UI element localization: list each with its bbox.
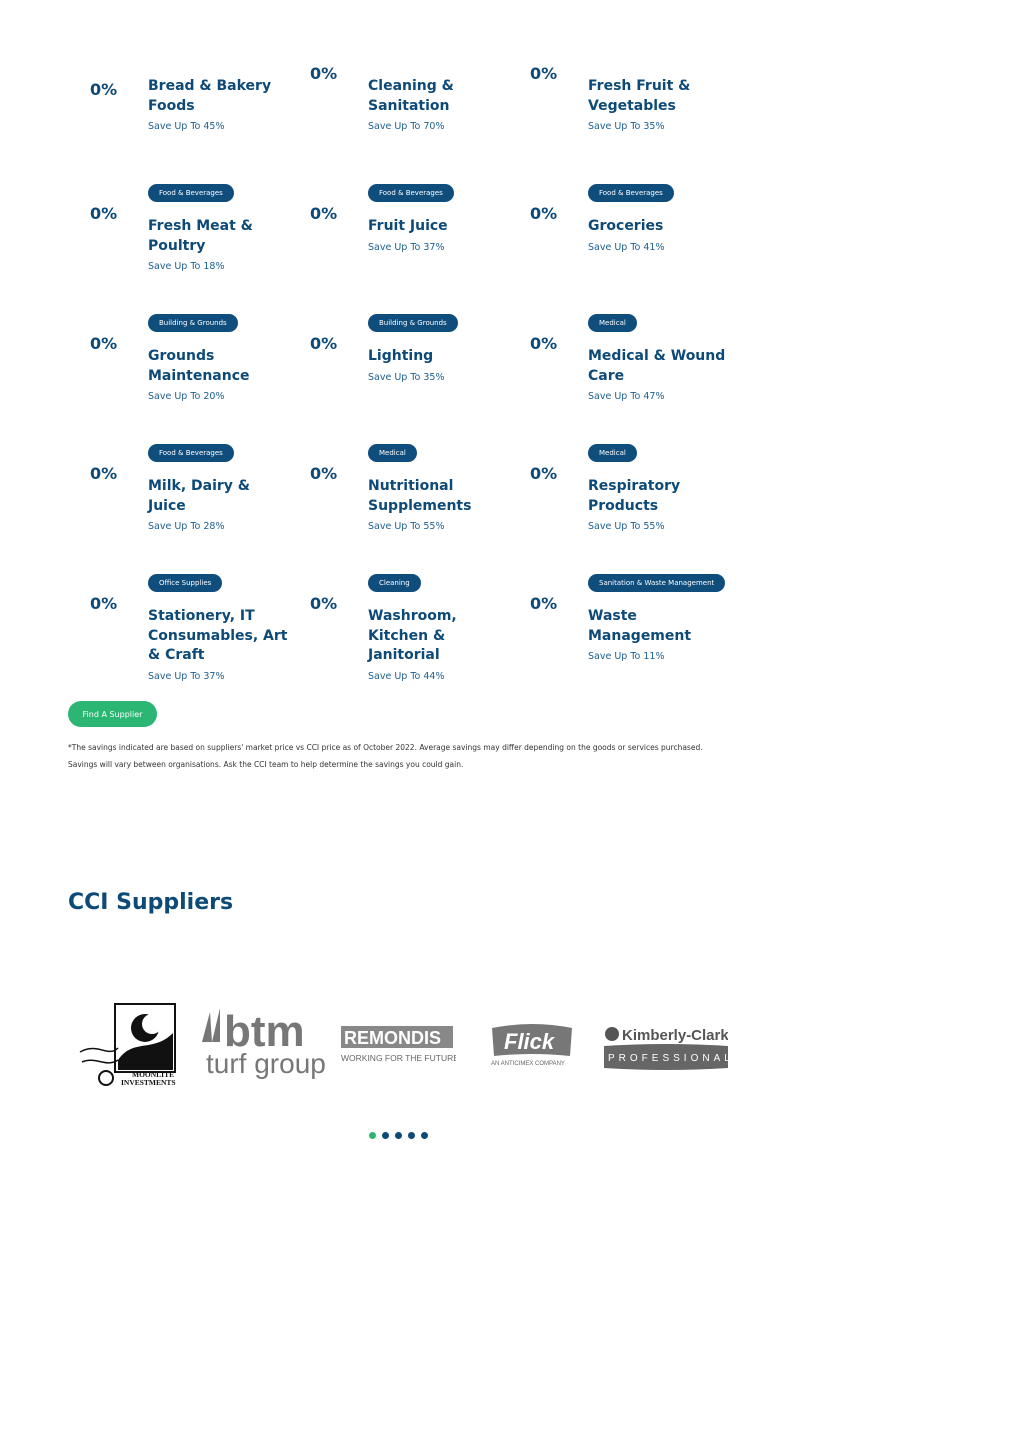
- category-title[interactable]: Groceries Save Up To 41%: [588, 217, 728, 254]
- savings-text: Save Up To 18%: [148, 261, 225, 272]
- savings-percent: 0%: [90, 204, 118, 223]
- savings-text: Save Up To 37%: [368, 241, 445, 253]
- category-badge[interactable]: Medical: [588, 444, 637, 462]
- category-title[interactable]: Medical & Wound Care Save Up To 47%: [588, 347, 728, 403]
- category-title[interactable]: Stationery, IT Consumables, Art & Craft Save Up To 37%: [148, 608, 288, 682]
- category-card[interactable]: [288, 319, 508, 452]
- savings-text: Save Up To 44%: [368, 670, 445, 682]
- savings-text: Save Up To 70%: [368, 121, 445, 132]
- category-card[interactable]: [68, 189, 288, 322]
- category-title[interactable]: Bread & Bakery Foods Save Up To 45%: [148, 77, 288, 133]
- remondis-logo-line2: WORKING FOR THE FUTURE: [341, 1053, 456, 1063]
- category-title[interactable]: Milk, Dairy & Juice Save Up To 28%: [148, 477, 288, 533]
- savings-text: Save Up To 11%: [588, 651, 665, 662]
- moonlite-logo-line1: MOONLITE: [132, 1070, 175, 1079]
- category-card[interactable]: [288, 449, 508, 582]
- moonlite-logo[interactable]: [78, 998, 182, 1090]
- category-badge[interactable]: Sanitation & Waste Management: [588, 574, 725, 592]
- savings-percent: 0%: [90, 464, 118, 483]
- savings-text: Save Up To 37%: [148, 670, 225, 682]
- category-card[interactable]: [288, 189, 508, 322]
- remondis-logo[interactable]: [340, 998, 456, 1090]
- category-title[interactable]: Grounds Maintenance Save Up To 20%: [148, 347, 288, 403]
- carousel-pagination: [369, 1132, 428, 1139]
- category-title[interactable]: Fruit Juice Save Up To 37%: [368, 217, 508, 254]
- supplier-logo-carousel[interactable]: [78, 998, 728, 1090]
- category-badge[interactable]: Medical: [588, 314, 637, 332]
- category-title[interactable]: Fresh Fruit & Vegetables Save Up To 35%: [588, 77, 728, 133]
- savings-text: Save Up To 20%: [148, 391, 225, 402]
- savings-percent: 0%: [530, 204, 558, 223]
- savings-percent: 0%: [90, 594, 118, 613]
- category-card[interactable]: [68, 319, 288, 452]
- find-supplier-button[interactable]: Find A Supplier: [68, 701, 157, 727]
- savings-percent: 0%: [310, 334, 338, 353]
- category-title[interactable]: Lighting Save Up To 35%: [368, 347, 508, 384]
- category-card[interactable]: [508, 319, 728, 452]
- category-title[interactable]: Waste Management Save Up To 11%: [588, 607, 728, 663]
- category-badge[interactable]: Food & Beverages: [588, 184, 674, 202]
- savings-percent: 0%: [530, 64, 558, 83]
- carousel-dot[interactable]: [421, 1132, 428, 1139]
- savings-text: Save Up To 55%: [368, 521, 445, 532]
- category-badge[interactable]: Building & Grounds: [368, 314, 458, 332]
- category-badge[interactable]: Medical: [368, 444, 417, 462]
- savings-disclaimer: *The savings indicated are based on suppliers' market price vs CCI price as of October 2022. Average savings may differ depending on the goods or services purchased. Savings will vary between organisations. Ask the CCI team to help determine the savings you could gain.: [68, 743, 703, 769]
- savings-text: Save Up To 35%: [368, 371, 445, 383]
- category-card[interactable]: [508, 579, 728, 712]
- kimberly-clark-logo-line1: Kimberly-Clark: [622, 1027, 728, 1044]
- category-card[interactable]: [508, 449, 728, 582]
- flick-logo[interactable]: [486, 998, 578, 1090]
- category-badge[interactable]: Food & Beverages: [148, 444, 234, 462]
- category-card[interactable]: [68, 579, 288, 712]
- category-badge[interactable]: Food & Beverages: [148, 184, 234, 202]
- savings-percent: 0%: [310, 64, 338, 83]
- savings-percent: 0%: [530, 334, 558, 353]
- carousel-dot[interactable]: [369, 1132, 376, 1139]
- suppliers-heading: CCI Suppliers: [68, 890, 234, 915]
- savings-percent: 0%: [310, 594, 338, 613]
- savings-percent: 0%: [530, 464, 558, 483]
- savings-percent: 0%: [90, 80, 118, 99]
- savings-text: Save Up To 28%: [148, 521, 225, 532]
- category-title[interactable]: Respiratory Products Save Up To 55%: [588, 477, 728, 533]
- category-card[interactable]: [288, 579, 508, 712]
- carousel-dot[interactable]: [408, 1132, 415, 1139]
- category-card[interactable]: [508, 60, 728, 190]
- carousel-dot[interactable]: [382, 1132, 389, 1139]
- category-badge[interactable]: Food & Beverages: [368, 184, 454, 202]
- savings-percent: 0%: [530, 594, 558, 613]
- flick-logo-line2: AN ANTICIMEX COMPANY: [491, 1061, 565, 1067]
- savings-text: Save Up To 47%: [588, 391, 665, 402]
- flick-logo-line1: Flick: [504, 1029, 555, 1054]
- category-badge[interactable]: Cleaning: [368, 574, 421, 592]
- remondis-logo-line1: REMONDIS: [344, 1028, 442, 1048]
- savings-text: Save Up To 55%: [588, 521, 665, 532]
- category-title[interactable]: Fresh Meat & Poultry Save Up To 18%: [148, 217, 288, 273]
- moonlite-logo-line2: INVESTMENTS: [121, 1078, 176, 1087]
- category-title[interactable]: Nutritional Supplements Save Up To 55%: [368, 477, 508, 533]
- kimberly-clark-logo[interactable]: [602, 998, 728, 1090]
- btm-logo-line2: turf group: [206, 1048, 326, 1079]
- savings-percent: 0%: [310, 464, 338, 483]
- category-card[interactable]: [288, 60, 508, 190]
- category-badge[interactable]: Building & Grounds: [148, 314, 238, 332]
- kimberly-clark-logo-line2: PROFESSIONAL: [608, 1053, 728, 1064]
- carousel-dot[interactable]: [395, 1132, 402, 1139]
- category-card[interactable]: [508, 189, 728, 322]
- category-badge[interactable]: Office Supplies: [148, 574, 222, 592]
- category-card[interactable]: [68, 60, 288, 190]
- savings-text: Save Up To 35%: [588, 121, 665, 132]
- savings-percent: 0%: [310, 204, 338, 223]
- btm-logo[interactable]: [198, 998, 326, 1090]
- category-title[interactable]: Washroom, Kitchen & Janitorial Save Up To 44%: [368, 607, 508, 683]
- btm-logo-line1: btm: [224, 1007, 305, 1056]
- category-title[interactable]: Cleaning & Sanitation Save Up To 70%: [368, 77, 508, 133]
- category-card[interactable]: [68, 449, 288, 582]
- savings-text: Save Up To 45%: [148, 121, 225, 132]
- savings-percent: 0%: [90, 334, 118, 353]
- savings-text: Save Up To 41%: [588, 241, 665, 253]
